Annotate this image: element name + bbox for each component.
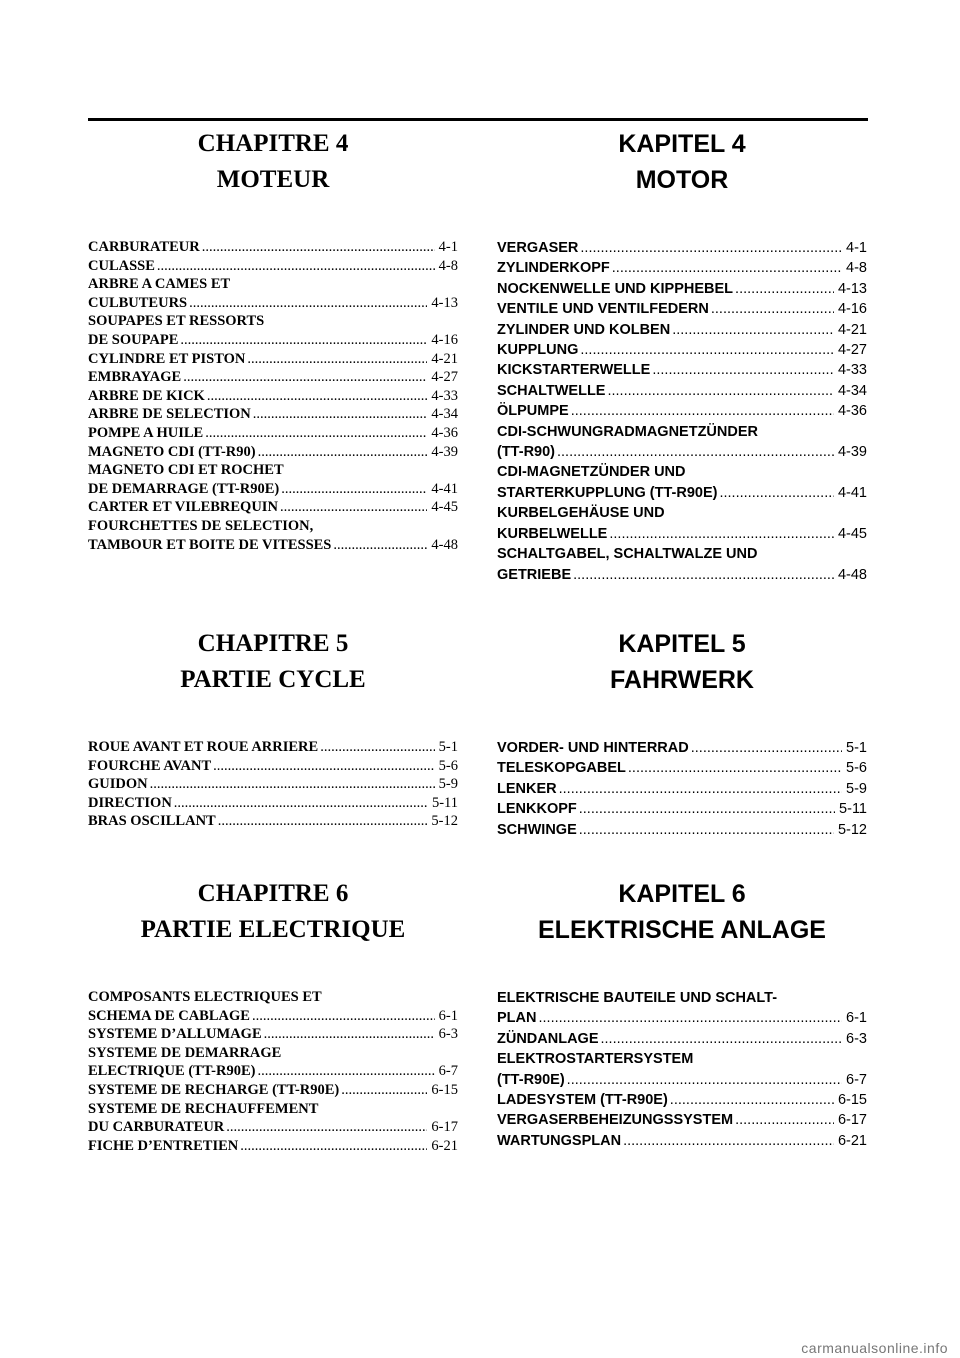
toc-entry-title-line: EMBRAYAGE bbox=[88, 369, 182, 386]
page-number: 5-12 bbox=[837, 821, 867, 838]
dot-leader bbox=[264, 1025, 435, 1044]
toc-entry[interactable] bbox=[497, 238, 867, 258]
toc-entry-title-line: SCHALTGABEL, SCHALTWALZE UND bbox=[497, 546, 758, 563]
toc-list bbox=[497, 738, 867, 840]
chapter-subtitle: MOTOR bbox=[635, 166, 729, 194]
toc-entry-title-line: MAGNETO CDI (TT-R90) bbox=[88, 443, 256, 460]
dot-leader bbox=[157, 257, 435, 276]
page-number: 4-33 bbox=[431, 387, 458, 404]
toc-entry[interactable] bbox=[497, 401, 867, 421]
toc-entry-title-line: DE SOUPAPE bbox=[88, 331, 179, 348]
toc-entry-title-line: POMPE A HUILE bbox=[88, 424, 204, 441]
toc-entry[interactable] bbox=[497, 299, 867, 319]
chapter-title: KAPITEL 4 bbox=[618, 130, 746, 158]
dot-leader bbox=[341, 1081, 427, 1100]
page-number: 5-9 bbox=[846, 780, 867, 797]
page-number: 6-21 bbox=[431, 1137, 458, 1154]
dot-leader bbox=[557, 442, 834, 462]
toc-entry[interactable] bbox=[88, 1100, 458, 1137]
toc-entry-title-line: ÖLPUMPE bbox=[497, 403, 569, 420]
dot-leader bbox=[226, 1118, 427, 1137]
toc-entry-title-line: VORDER- UND HINTERRAD bbox=[497, 740, 689, 756]
dot-leader bbox=[257, 1062, 434, 1081]
dot-leader bbox=[183, 368, 427, 387]
toc-entry-title-line: SOUPAPES ET RESSORTS bbox=[88, 313, 265, 330]
chapter-5-fr bbox=[88, 626, 458, 831]
watermark-footer: carmanualsonline.info bbox=[801, 1340, 948, 1356]
page-number: 4-48 bbox=[837, 566, 867, 583]
dot-leader bbox=[333, 536, 427, 555]
toc-entry-title-line: ELEKTRISCHE BAUTEILE UND SCHALT- bbox=[497, 990, 778, 1006]
toc-entry[interactable] bbox=[88, 988, 458, 1025]
toc-entry[interactable] bbox=[88, 757, 458, 776]
toc-entry-title-line: KUPPLUNG bbox=[497, 342, 579, 359]
toc-entry[interactable] bbox=[88, 775, 458, 794]
dot-leader bbox=[180, 331, 427, 350]
dot-leader bbox=[609, 524, 834, 544]
page-number: 5-1 bbox=[846, 740, 867, 756]
toc-entry-title-line: GETRIEBE bbox=[497, 566, 572, 583]
toc-entry-title-line: SYSTEME DE RECHARGE (TT-R90E) bbox=[88, 1081, 340, 1098]
chapter-4-de bbox=[497, 126, 867, 585]
toc-entry-title-line: TELESKOPGABEL bbox=[497, 760, 626, 777]
dot-leader bbox=[205, 424, 427, 443]
dot-leader bbox=[601, 1029, 843, 1049]
page-number: 6-3 bbox=[438, 1026, 458, 1043]
toc-entry-title-line: LADESYSTEM (TT-R90E) bbox=[497, 1092, 668, 1109]
toc-entry[interactable] bbox=[497, 1110, 867, 1130]
dot-leader bbox=[652, 360, 834, 380]
page-number: 4-39 bbox=[431, 443, 458, 460]
toc-entry-title-line: (TT-R90) bbox=[497, 444, 555, 461]
dot-leader bbox=[281, 480, 427, 499]
page-number: 4-27 bbox=[431, 369, 458, 386]
page-number: 6-1 bbox=[846, 1010, 867, 1027]
chapter-4-fr bbox=[88, 126, 458, 554]
toc-entry-title-line: DE DEMARRAGE (TT-R90E) bbox=[88, 480, 280, 497]
dot-leader bbox=[174, 794, 428, 813]
page-number: 4-8 bbox=[846, 260, 867, 277]
toc-entry-title-line: GUIDON bbox=[88, 776, 148, 793]
toc-list bbox=[88, 738, 458, 831]
header-rule bbox=[88, 118, 868, 121]
page-number: 5-12 bbox=[431, 813, 458, 830]
dot-leader bbox=[559, 779, 842, 799]
toc-entry-title-line: SCHWINGE bbox=[497, 821, 577, 838]
toc-entry[interactable] bbox=[88, 368, 458, 387]
dot-leader bbox=[711, 299, 834, 319]
toc-entry[interactable] bbox=[497, 1029, 867, 1049]
toc-entry[interactable] bbox=[88, 1081, 458, 1100]
toc-entry-title-line: NOCKENWELLE UND KIPPHEBEL bbox=[497, 280, 734, 297]
toc-entry-title-line: (TT-R90E) bbox=[497, 1071, 565, 1088]
toc-list bbox=[497, 988, 867, 1151]
toc-entry-title-line: SCHALTWELLE bbox=[497, 382, 606, 399]
chapter-subtitle: PARTIE ELECTRIQUE bbox=[140, 916, 406, 943]
toc-entry[interactable] bbox=[88, 461, 458, 498]
toc-entry-title-line: CULASSE bbox=[88, 257, 155, 274]
dot-leader bbox=[189, 294, 427, 313]
page-number: 5-11 bbox=[431, 794, 458, 811]
dot-leader bbox=[672, 320, 834, 340]
toc-entry[interactable] bbox=[88, 424, 458, 443]
chapter-title: KAPITEL 6 bbox=[618, 880, 746, 908]
toc-entry[interactable] bbox=[497, 738, 867, 758]
toc-entry-title-line: CULBUTEURS bbox=[88, 294, 188, 311]
dot-leader bbox=[612, 258, 842, 278]
page-number: 4-45 bbox=[431, 499, 458, 516]
toc-entry[interactable] bbox=[497, 360, 867, 380]
page-number: 6-15 bbox=[837, 1092, 867, 1109]
dot-leader bbox=[735, 1110, 834, 1130]
dot-leader bbox=[580, 340, 834, 360]
page-number: 6-7 bbox=[846, 1071, 867, 1088]
toc-list bbox=[88, 988, 458, 1155]
page-number: 4-36 bbox=[837, 403, 867, 420]
dot-leader bbox=[240, 1137, 427, 1156]
dot-leader bbox=[580, 238, 842, 258]
toc-entry-title-line: STARTERKUPPLUNG (TT-R90E) bbox=[497, 484, 718, 501]
page-number: 4-34 bbox=[431, 406, 458, 423]
toc-entry-title-line: ARBRE A CAMES ET bbox=[88, 276, 231, 293]
toc-entry-title-line: LENKKOPF bbox=[497, 801, 577, 818]
page-number: 4-8 bbox=[438, 257, 458, 274]
dot-leader bbox=[691, 738, 842, 758]
dot-leader bbox=[247, 350, 427, 369]
toc-entry[interactable] bbox=[497, 544, 867, 585]
toc-entry-title-line: WARTUNGSPLAN bbox=[497, 1132, 622, 1149]
toc-entry-title-line: DU CARBURATEUR bbox=[88, 1119, 225, 1136]
chapter-title: CHAPITRE 4 bbox=[197, 130, 349, 157]
chapter-title: CHAPITRE 6 bbox=[197, 880, 349, 907]
dot-leader bbox=[571, 401, 834, 421]
dot-leader bbox=[280, 498, 427, 517]
toc-entry-title-line: COMPOSANTS ELECTRIQUES ET bbox=[88, 989, 322, 1005]
toc-entry-title-line: ELEKTROSTARTERSYSTEM bbox=[497, 1051, 694, 1068]
toc-entry[interactable] bbox=[88, 1025, 458, 1044]
page-number: 4-41 bbox=[837, 484, 867, 501]
toc-entry-title-line: CARBURATEUR bbox=[88, 239, 200, 255]
toc-entry-title-line: VERGASER bbox=[497, 240, 579, 256]
toc-entry-title-line: CDI-SCHWUNGRADMAGNETZÜNDER bbox=[497, 423, 758, 440]
toc-entry[interactable] bbox=[497, 279, 867, 299]
page-number: 4-41 bbox=[431, 480, 458, 497]
chapter-6-fr bbox=[88, 876, 458, 1155]
page-number: 6-1 bbox=[438, 1007, 458, 1024]
toc-entry[interactable] bbox=[497, 988, 867, 1029]
toc-entry-title-line: CDI-MAGNETZÜNDER UND bbox=[497, 464, 686, 481]
page-number: 6-3 bbox=[846, 1030, 867, 1047]
dot-leader bbox=[670, 1090, 834, 1110]
page-number: 4-33 bbox=[837, 362, 867, 379]
toc-entry[interactable] bbox=[497, 258, 867, 278]
page-number: 4-1 bbox=[846, 240, 867, 256]
toc-entry-title-line: SYSTEME D’ALLUMAGE bbox=[88, 1026, 262, 1043]
dot-leader bbox=[320, 738, 434, 757]
page-number: 4-36 bbox=[431, 424, 458, 441]
chapter-subtitle: MOTEUR bbox=[216, 166, 330, 193]
dot-leader bbox=[623, 1131, 834, 1151]
dot-leader bbox=[628, 758, 842, 778]
page-number: 6-21 bbox=[837, 1132, 867, 1149]
toc-entry[interactable] bbox=[497, 1049, 867, 1090]
toc-entry-title-line: MAGNETO CDI ET ROCHET bbox=[88, 462, 284, 479]
toc-entry-title-line: FOURCHE AVANT bbox=[88, 757, 212, 774]
toc-entry[interactable] bbox=[88, 350, 458, 369]
toc-entry[interactable] bbox=[88, 238, 458, 257]
toc-entry-title-line: FICHE D’ENTRETIEN bbox=[88, 1137, 239, 1154]
toc-entry[interactable] bbox=[88, 443, 458, 462]
toc-entry-title-line: ZYLINDER UND KOLBEN bbox=[497, 321, 671, 338]
toc-entry-title-line: VENTILE UND VENTILFEDERN bbox=[497, 301, 709, 318]
toc-entry-title-line: SYSTEME DE RECHAUFFEMENT bbox=[88, 1100, 319, 1117]
toc-entry-title-line: KICKSTARTERWELLE bbox=[497, 362, 651, 379]
page-number: 5-11 bbox=[839, 801, 867, 818]
dot-leader bbox=[253, 405, 428, 424]
dot-leader bbox=[258, 443, 428, 462]
toc-entry-title-line: DIRECTION bbox=[88, 794, 172, 811]
toc-entry-title-line: SYSTEME DE DEMARRAGE bbox=[88, 1044, 282, 1061]
page-number: 6-17 bbox=[837, 1112, 867, 1129]
dot-leader bbox=[202, 238, 435, 257]
chapter-subtitle: ELEKTRISCHE ANLAGE bbox=[538, 916, 826, 944]
toc-entry[interactable] bbox=[497, 462, 867, 503]
dot-leader bbox=[607, 381, 834, 401]
toc-entry-title-line: SCHEMA DE CABLAGE bbox=[88, 1007, 250, 1024]
dot-leader bbox=[218, 812, 428, 831]
page-number: 4-16 bbox=[431, 331, 458, 348]
dot-leader bbox=[213, 757, 435, 776]
toc-entry-title-line: CYLINDRE ET PISTON bbox=[88, 350, 246, 367]
chapter-subtitle: PARTIE CYCLE bbox=[180, 666, 366, 693]
dot-leader bbox=[719, 483, 834, 503]
toc-list bbox=[497, 238, 867, 585]
page-number: 5-6 bbox=[846, 760, 867, 777]
toc-entry[interactable] bbox=[88, 812, 458, 831]
page-number: 5-6 bbox=[438, 757, 458, 774]
toc-entry-title-line: ZYLINDERKOPF bbox=[497, 260, 610, 277]
toc-entry-title-line: ROUE AVANT ET ROUE ARRIERE bbox=[88, 739, 319, 755]
dot-leader bbox=[579, 799, 835, 819]
toc-entry-title-line: KURBELWELLE bbox=[497, 525, 608, 542]
toc-entry[interactable] bbox=[497, 503, 867, 544]
toc-entry-title-line: ZÜNDANLAGE bbox=[497, 1030, 599, 1047]
chapter-title: KAPITEL 5 bbox=[618, 630, 746, 658]
chapter-6-de bbox=[497, 876, 867, 1151]
toc-entry[interactable] bbox=[88, 405, 458, 424]
toc-entry-title-line: BRAS OSCILLANT bbox=[88, 813, 216, 830]
toc-entry[interactable] bbox=[88, 312, 458, 349]
page-number: 4-21 bbox=[431, 350, 458, 367]
toc-entry[interactable] bbox=[88, 794, 458, 813]
dot-leader bbox=[150, 775, 435, 794]
toc-entry-title-line: CARTER ET VILEBREQUIN bbox=[88, 499, 278, 516]
dot-leader bbox=[207, 387, 428, 406]
dot-leader bbox=[538, 1008, 842, 1028]
toc-entry[interactable] bbox=[497, 779, 867, 799]
page-number: 4-27 bbox=[837, 342, 867, 359]
page-number: 4-16 bbox=[837, 301, 867, 318]
page-number: 4-1 bbox=[438, 239, 458, 255]
toc-entry[interactable] bbox=[497, 1131, 867, 1151]
toc-entry-title-line: LENKER bbox=[497, 780, 557, 797]
toc-entry[interactable] bbox=[88, 738, 458, 757]
page-number: 6-7 bbox=[438, 1063, 458, 1080]
dot-leader bbox=[252, 1007, 435, 1026]
toc-entry[interactable] bbox=[497, 820, 867, 840]
toc-entry-title-line: KURBELGEHÄUSE UND bbox=[497, 505, 665, 522]
chapter-subtitle: FAHRWERK bbox=[610, 666, 754, 694]
toc-entry-title-line: ARBRE DE SELECTION bbox=[88, 406, 251, 423]
toc-entry[interactable] bbox=[497, 799, 867, 819]
dot-leader bbox=[735, 279, 834, 299]
page-number: 4-13 bbox=[431, 294, 458, 311]
toc-entry[interactable] bbox=[88, 517, 458, 554]
toc-list bbox=[88, 238, 458, 554]
dot-leader bbox=[579, 820, 834, 840]
page-number: 4-45 bbox=[837, 525, 867, 542]
page-number: 6-15 bbox=[431, 1081, 458, 1098]
toc-entry[interactable] bbox=[88, 257, 458, 276]
page-number: 4-39 bbox=[837, 444, 867, 461]
toc-entry-title-line: ELECTRIQUE (TT-R90E) bbox=[88, 1063, 256, 1080]
page-number: 4-21 bbox=[837, 321, 867, 338]
toc-entry[interactable] bbox=[88, 1137, 458, 1156]
page-number: 5-9 bbox=[438, 776, 458, 793]
toc-entry-title-line: PLAN bbox=[497, 1010, 537, 1027]
toc-entry[interactable] bbox=[88, 498, 458, 517]
page-number: 4-48 bbox=[431, 536, 458, 553]
page-number: 5-1 bbox=[438, 739, 458, 755]
toc-entry[interactable] bbox=[88, 275, 458, 312]
toc-entry[interactable] bbox=[88, 1044, 458, 1081]
toc-entry-title-line: ARBRE DE KICK bbox=[88, 387, 205, 404]
toc-entry[interactable] bbox=[497, 422, 867, 463]
toc-entry[interactable] bbox=[497, 758, 867, 778]
toc-entry-title-line: VERGASERBEHEIZUNGSSYSTEM bbox=[497, 1112, 734, 1129]
toc-entry[interactable] bbox=[497, 381, 867, 401]
page-number: 6-17 bbox=[431, 1119, 458, 1136]
toc-entry-title-line: FOURCHETTES DE SELECTION, bbox=[88, 517, 314, 534]
toc-entry[interactable] bbox=[497, 320, 867, 340]
toc-entry[interactable] bbox=[497, 1090, 867, 1110]
page-number: 4-34 bbox=[837, 382, 867, 399]
chapter-title: CHAPITRE 5 bbox=[197, 630, 349, 657]
toc-entry[interactable] bbox=[88, 387, 458, 406]
page-number: 4-13 bbox=[837, 280, 867, 297]
dot-leader bbox=[573, 565, 834, 585]
toc-entry[interactable] bbox=[497, 340, 867, 360]
chapter-5-de bbox=[497, 626, 867, 840]
toc-entry-title-line: TAMBOUR ET BOITE DE VITESSES bbox=[88, 536, 332, 553]
dot-leader bbox=[567, 1070, 842, 1090]
